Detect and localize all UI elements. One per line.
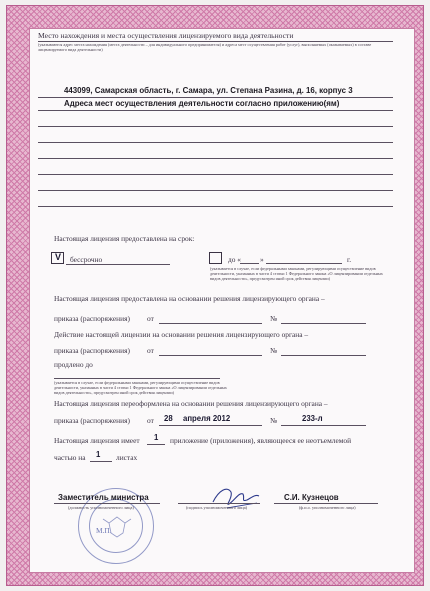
until-suffix: г. [347, 255, 352, 264]
signatory-position: Заместитель министра [58, 493, 149, 502]
address-rule-3 [38, 126, 393, 127]
reissue-month-year: апреля 2012 [183, 414, 231, 423]
stamp-label: М.П. [96, 526, 112, 535]
until-day-rule [240, 263, 259, 264]
basis-from: от [147, 314, 154, 323]
extension-number-sign: № [270, 346, 278, 355]
position-note: (должность уполномоченного лица) [68, 505, 134, 510]
extension-date-rule [159, 355, 262, 356]
term-note: (указывается в случае, если федеральными законами, регулирующими осуществление видов деятельности, указанных в части 4 статьи 1 Федерального закона «О лицензировании отдельных видов деятельности», предусмотрен иной срок действия лицензии) [210, 266, 383, 281]
perpetual-check-mark: V [55, 252, 62, 262]
signature-note: (подпись уполномоченного лица) [186, 505, 248, 510]
name-rule [274, 503, 378, 504]
appendix-suffix: приложение (приложения), являющееся ее неотъемлемой [170, 436, 352, 445]
extension-order: приказа (распоряжения) [54, 346, 130, 355]
address-line-2: Адреса мест осуществления деятельности согласно приложению(ям) [64, 99, 340, 108]
reissue-day: 28 [164, 414, 173, 423]
sheets-count-rule [90, 461, 112, 462]
basis-order: приказа (распоряжения) [54, 314, 130, 323]
extended-label: продлено до [54, 360, 93, 369]
reissue-number: 233-л [302, 414, 323, 423]
basis-date-rule [159, 323, 262, 324]
appendix-prefix: Настоящая лицензия имеет [54, 436, 140, 445]
address-rule-4 [38, 142, 393, 143]
appendix-count-rule [147, 444, 165, 445]
extension-from: от [147, 346, 154, 355]
location-heading: Место нахождения и места осуществления лицензируемого вида деятельности [38, 31, 294, 40]
until-mid: » [260, 255, 264, 264]
signature-rule [178, 503, 260, 504]
until-checkbox [209, 252, 222, 264]
extension-text: Действие настоящей лицензии на основании решения лицензирующего органа – [54, 330, 309, 339]
address-rule-1 [38, 97, 393, 98]
address-rule-8 [38, 206, 393, 207]
name-note: (ф.и.о. уполномоченного лица) [299, 505, 356, 510]
until-prefix: до « [228, 255, 241, 264]
address-rule-5 [38, 158, 393, 159]
basis-text: Настоящая лицензия предоставлена на основании решения лицензирующего органа – [54, 294, 325, 303]
until-month-rule [266, 263, 342, 264]
reissue-text: Настоящая лицензия переоформлена на основании решения лицензирующего органа – [54, 399, 328, 408]
address-rule-2 [38, 110, 393, 111]
term-label: Настоящая лицензия предоставлена на срок: [54, 234, 195, 243]
reissue-number-rule [281, 425, 366, 426]
signatory-name: С.И. Кузнецов [284, 493, 339, 502]
sheets-prefix: частью на [54, 453, 86, 462]
basis-number-sign: № [270, 314, 278, 323]
address-line-1: 443099, Самарская область, г. Самара, ул. Степана Разина, д. 16, корпус 3 [64, 86, 353, 95]
address-rule-7 [38, 190, 393, 191]
reissue-number-sign: № [270, 416, 278, 425]
position-rule [54, 503, 160, 504]
sheets-suffix: листах [116, 453, 138, 462]
basis-number-rule [281, 323, 366, 324]
appendix-count: 1 [154, 433, 159, 442]
reissue-date-rule [159, 425, 262, 426]
extension-number-rule [281, 355, 366, 356]
reissue-order: приказа (распоряжения) [54, 416, 130, 425]
perpetual-rule [66, 264, 170, 265]
location-note: (указываются адрес места нахождения (места деятельности – для индивидуального предпринимателя) и адреса мест осуществления работ (услуг), выполняемых (оказываемых) в составе лицензируемого вида деятельности) [38, 42, 372, 52]
address-rule-6 [38, 174, 393, 175]
reissue-from: от [147, 416, 154, 425]
sheets-count: 1 [96, 450, 101, 459]
extension-note: (указывается в случае, если федеральными законами, регулирующими осуществление видов деятельности, указанных в части 4 статьи 1 Федерального закона «О лицензировании отдельных видов деятельности», предусмотрен иной срок действия лицензии) [54, 380, 227, 395]
extended-rule [54, 378, 220, 379]
perpetual-label: бессрочно [70, 255, 103, 264]
